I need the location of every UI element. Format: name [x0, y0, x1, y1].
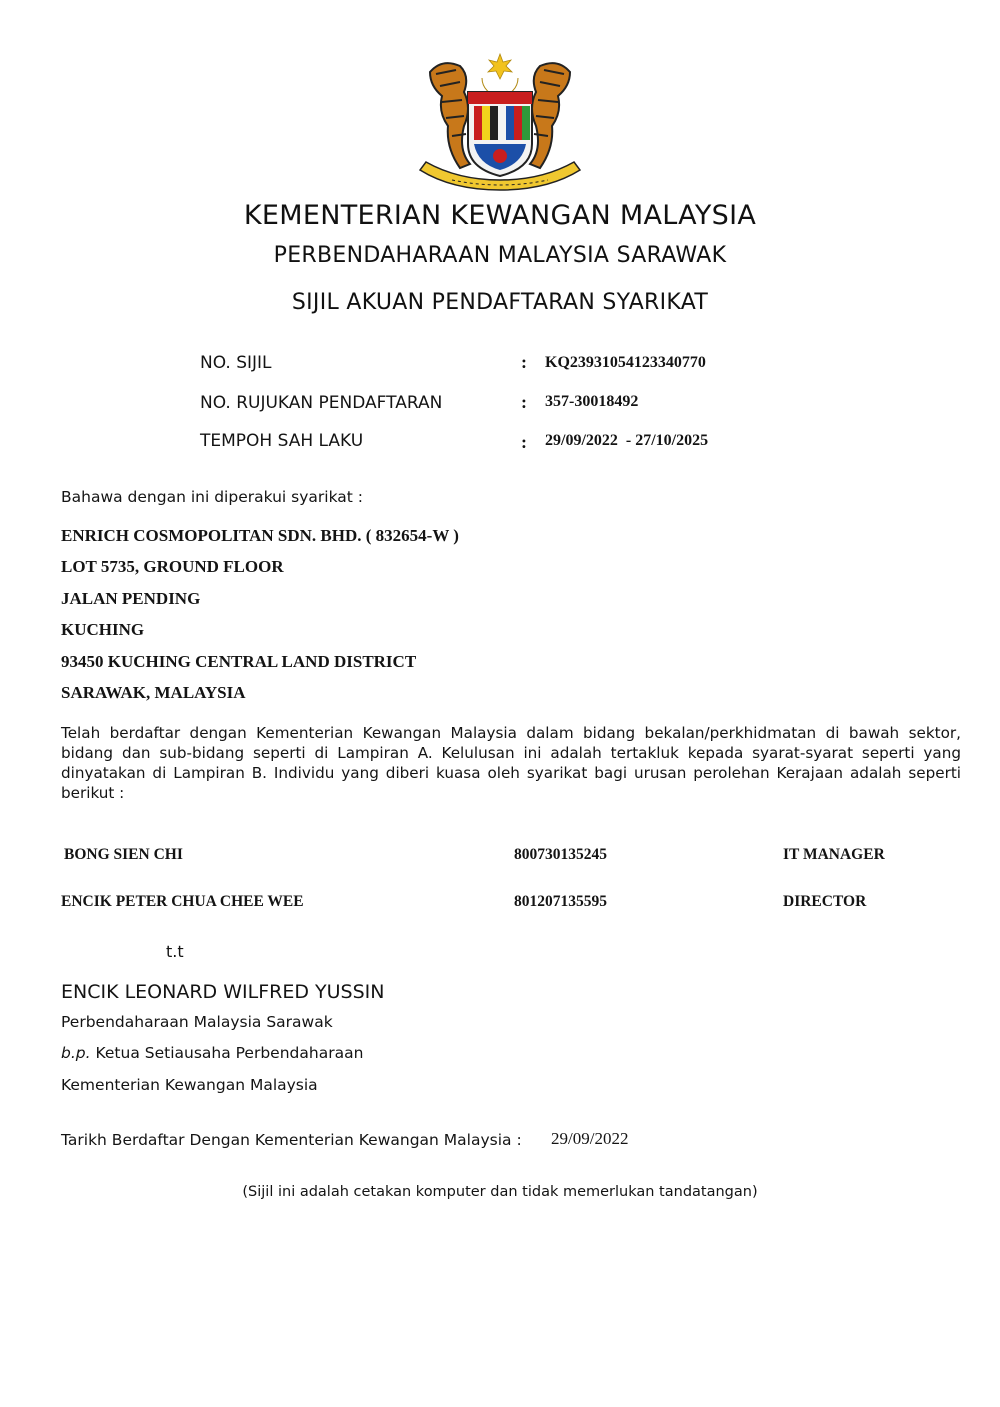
certificate-number-label: NO. SIJIL [200, 353, 272, 373]
on-behalf-of-abbrev: b.p. [61, 1044, 91, 1062]
registration-date-value: 29/09/2022 [551, 1129, 629, 1148]
department-title: PERBENDAHARAAN MALAYSIA SARAWAK [273, 243, 727, 268]
separator-colon: : [521, 392, 527, 412]
company-name: ENRICH COSMOPOLITAN SDN. BHD. ( 832654-W ) [61, 526, 459, 545]
certificate-title: SIJIL AKUAN PENDAFTARAN SYARIKAT [291, 290, 709, 315]
certificate-number-value: KQ23931054123340770 [545, 354, 706, 371]
validity-period-label: TEMPOH SAH LAKU [200, 431, 364, 451]
authorized-person-id: 800730135245 [514, 846, 607, 863]
signatory-name: ENCIK LEONARD WILFRED YUSSIN [61, 981, 385, 1003]
registration-date-label: Tarikh Berdaftar Dengan Kementerian Kewangan Malaysia : [61, 1131, 522, 1149]
separator-colon: : [521, 432, 527, 452]
address-line: LOT 5735, GROUND FLOOR [61, 557, 284, 576]
computer-generated-note: (Sijil ini adalah cetakan komputer dan tidak memerlukan tandatangan) [242, 1184, 758, 1200]
ministry-title: KEMENTERIAN KEWANGAN MALAYSIA [243, 200, 757, 231]
signatory-department: Perbendaharaan Malaysia Sarawak [61, 1013, 333, 1031]
malaysia-coat-of-arms-icon [412, 52, 588, 192]
registration-reference-label: NO. RUJUKAN PENDAFTARAN [200, 393, 443, 413]
authorized-person-role: IT MANAGER [783, 846, 885, 863]
signatory-ministry: Kementerian Kewangan Malaysia [61, 1076, 318, 1094]
signatory-title-text: Ketua Setiausaha Perbendaharaan [95, 1044, 364, 1062]
address-line: KUCHING [61, 620, 145, 639]
authorized-person-name: BONG SIEN CHI [64, 846, 183, 863]
separator-colon: : [521, 352, 527, 372]
signed-mark: t.t [166, 942, 184, 961]
registration-reference-value: 357-30018492 [545, 393, 639, 410]
signatory-title [61, 1044, 363, 1062]
authorized-person-role: DIRECTOR [783, 893, 867, 910]
address-line: JALAN PENDING [61, 589, 201, 608]
address-line: 93450 KUCHING CENTRAL LAND DISTRICT [61, 652, 417, 671]
registration-statement: Telah berdaftar dengan Kementerian Kewangan Malaysia dalam bidang bekalan/perkhidmatan di bawah sektor, bidang dan sub-bidang seperti di Lampiran A. Kelulusan ini adalah tertakluk kepada syarat-syarat seperti yang dinyatakan di Lampiran B. Individu yang diberi kuasa oleh syarikat bagi urusan perolehan Kerajaan adalah seperti berikut : [61, 724, 961, 802]
validity-period-value: 29/09/2022 - 27/10/2025 [545, 432, 709, 449]
authorized-person-name: ENCIK PETER CHUA CHEE WEE [61, 893, 304, 910]
address-line: SARAWAK, MALAYSIA [61, 683, 246, 702]
intro-text: Bahawa dengan ini diperakui syarikat : [61, 488, 364, 506]
authorized-person-id: 801207135595 [514, 893, 607, 910]
